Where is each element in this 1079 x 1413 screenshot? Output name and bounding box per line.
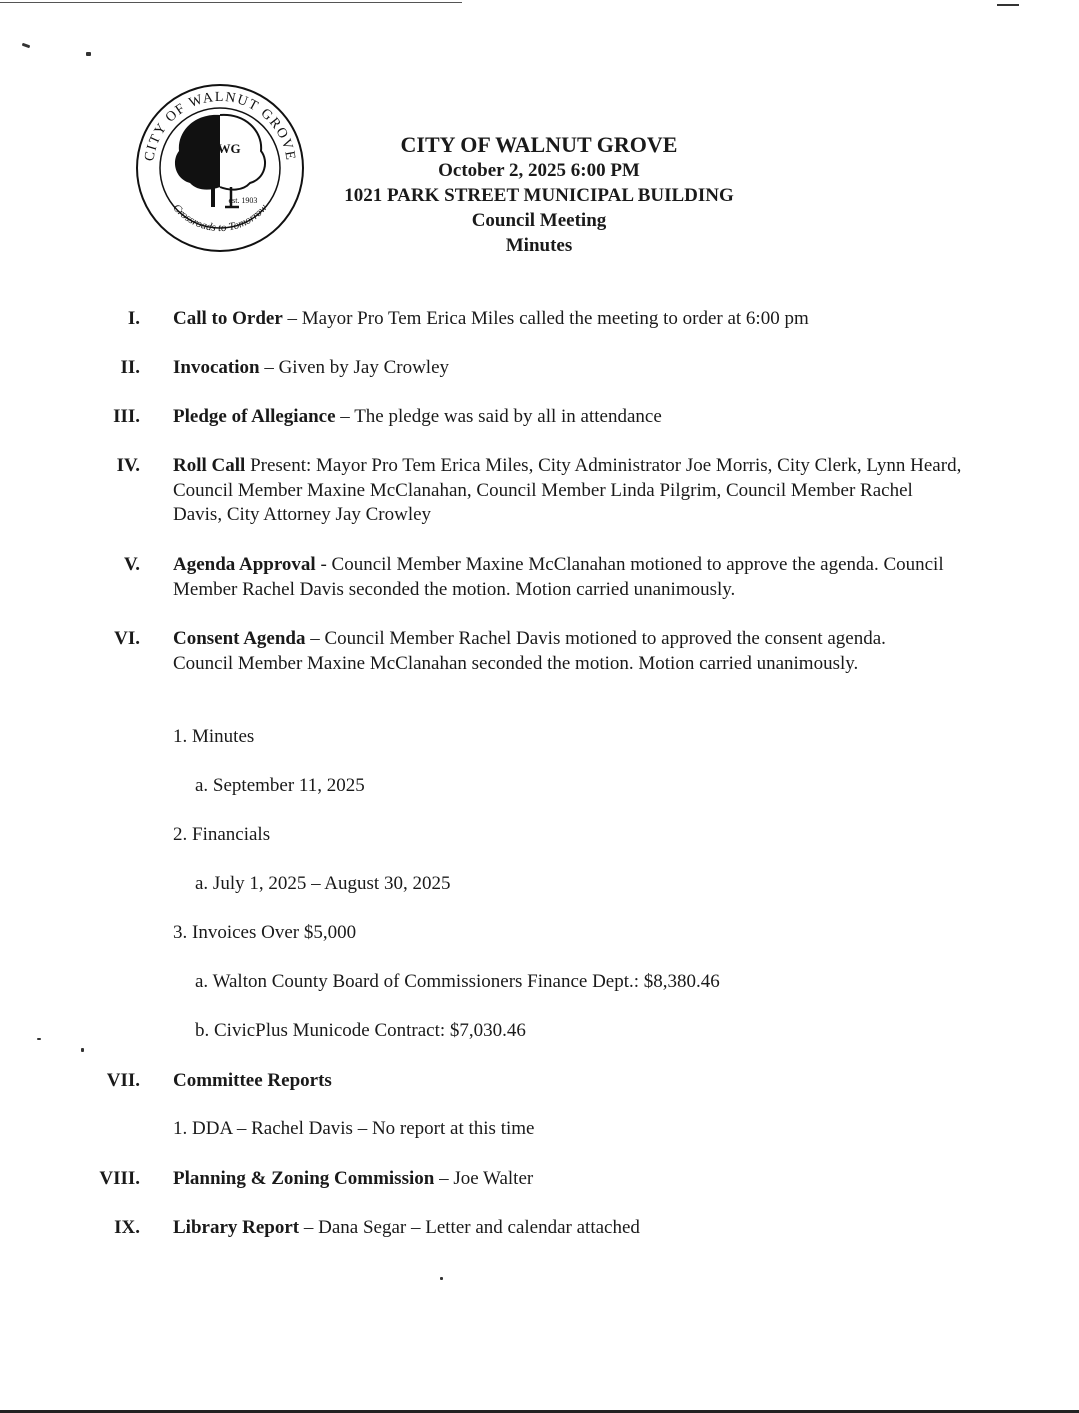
svg-text:CITY OF WALNUT GROVE: CITY OF WALNUT GROVE [142, 89, 298, 163]
consent-invoice-item: a. Walton County Board of Commissioners Finance Dept.: $8,380.46 [195, 971, 720, 992]
item-number: VII. [106, 1070, 140, 1091]
item-title: Committee Reports [173, 1070, 332, 1091]
item-text: Given by Jay Crowley [278, 357, 450, 378]
item-title: Agenda Approval [173, 554, 316, 575]
document-header [300, 132, 778, 258]
item-number: III. [113, 406, 140, 427]
document-type: Minutes [505, 235, 573, 256]
item-text: Joe Walter [453, 1168, 534, 1189]
item-title: Invocation [173, 357, 260, 378]
committee-report-dda: 1. DDA – Rachel Davis – No report at this time [173, 1118, 535, 1139]
scan-speck [22, 43, 31, 49]
consent-minutes-date: a. September 11, 2025 [195, 775, 365, 796]
svg-text:est. 1903: est. 1903 [228, 196, 258, 205]
item-text: Council Member Rachel Davis motioned to approved the consent agenda. Council Member Maxine McClanahan seconded the motion. Motion carried unanimously. [173, 628, 886, 674]
consent-invoices-heading: 3. Invoices Over $5,000 [173, 922, 357, 943]
scan-edge-line [0, 2, 462, 3]
scan-mark [997, 4, 1019, 6]
scan-speck [81, 1048, 84, 1052]
item-number: I. [127, 308, 140, 329]
consent-financials-heading: 2. Financials [173, 824, 271, 845]
meeting-datetime: October 2, 2025 6:00 PM [438, 160, 640, 181]
item-text: Council Member Maxine McClanahan motioned to approve the agenda. Council Member Rachel Davis seconded the motion. Motion carried unanimously. [173, 554, 944, 600]
item-text: Dana Segar – Letter and calendar attached [318, 1217, 640, 1238]
item-text: Present: Mayor Pro Tem Erica Miles, City Administrator Joe Morris, City Clerk, Lynn Heard, Council Member Maxine McClanahan, Council Member Linda Pilgrim, Council Member Rachel Davis, City Attorney Jay Crowley [173, 455, 962, 525]
meeting-location: 1021 PARK STREET MUNICIPAL BUILDING [344, 185, 734, 206]
item-number: VI. [114, 628, 140, 649]
item-number: V. [123, 554, 140, 575]
item-title: Call to Order [173, 308, 283, 329]
item-number: II. [120, 357, 140, 378]
city-seal-logo [135, 83, 305, 253]
city-name: CITY OF WALNUT GROVE [400, 132, 678, 157]
scan-speck [37, 1038, 41, 1040]
scan-speck [86, 52, 91, 56]
meeting-type: Council Meeting [471, 210, 607, 231]
item-number: VIII. [99, 1168, 140, 1189]
consent-minutes-heading: 1. Minutes [173, 726, 255, 747]
svg-text:Crossroads to Tomorrow: Crossroads to Tomorrow [170, 201, 270, 235]
item-number: IV. [116, 455, 140, 476]
item-title: Pledge of Allegiance [173, 406, 336, 427]
scan-speck [440, 1277, 443, 1280]
item-title: Planning & Zoning Commission [173, 1168, 435, 1189]
item-number: IX. [114, 1217, 140, 1238]
consent-invoice-item: b. CivicPlus Municode Contract: $7,030.46 [195, 1020, 526, 1041]
item-text: Mayor Pro Tem Erica Miles called the meeting to order at 6:00 pm [301, 308, 809, 329]
item-title: Library Report [173, 1217, 300, 1238]
svg-text:WG: WG [217, 141, 241, 156]
consent-financials-period: a. July 1, 2025 – August 30, 2025 [195, 873, 451, 894]
item-text: The pledge was said by all in attendance [354, 406, 662, 427]
item-title: Roll Call [173, 455, 246, 476]
item-title: Consent Agenda [173, 628, 306, 649]
